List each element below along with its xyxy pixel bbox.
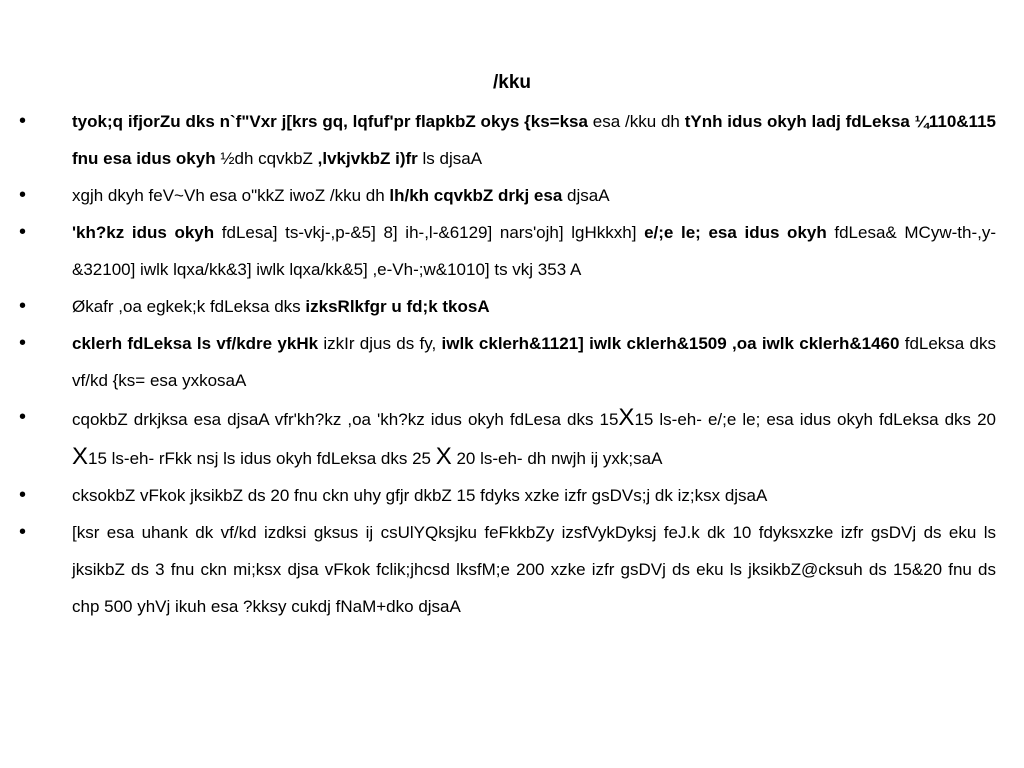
bullet-item [19,399,996,477]
bullet-item [19,177,996,214]
text: 15 ls-eh- e/;e le; esa idus okyh fdLeksa dks 20 [634,410,996,429]
text: cksokbZ vFkok jksikbZ ds 20 fnu ckn uhy gfjr dkbZ 15 fdyks xzke izfr gsDVs;j dk iz;ksx djsaA [72,486,768,505]
text: 15 ls-eh- rFkk nsj ls idus okyh fdLeksa dks 25 [88,449,436,468]
multiply-symbol: X [618,404,635,431]
slide-title: /kku [492,72,532,93]
multiply-symbol: X [435,443,452,470]
bullet-item [19,477,996,514]
bullet-item [19,103,996,177]
bold-text: tYnh idus okyh ladj fdLeksa ¼110&115 fnu esa idus okyh [72,112,996,168]
bold-text: e/;e le; esa idus okyh [644,223,827,242]
text: fdLeksa dks vf/kd {ks= esa yxkosaA [72,334,997,390]
text: Økafr ,oa egkek;k fdLeksa dks [72,297,306,316]
text: izkIr djus ds fy, [318,334,442,353]
bullet-item [19,514,996,625]
bold-text: 'kh?kz idus okyh [72,223,215,242]
multiply-symbol: X [72,443,89,470]
bullet-dot-icon: • [19,521,27,543]
bullet-item [19,325,997,399]
text: cqokbZ drkjksa esa djsaA vfr'kh?kz ,oa 'kh?kz idus okyh fdLesa dks 15 [72,410,619,429]
text: djsaA [562,186,610,205]
bullet-item [19,288,996,325]
text: ls djsaA [417,149,483,168]
text: ½dh cqvkbZ [215,149,318,168]
text: xgjh dkyh feV~Vh esa o"kkZ iwoZ /kku dh [72,186,390,205]
bullet-dot-icon: • [19,184,27,206]
bold-text: ,lvkjvkbZ i)fr [317,149,418,168]
bullet-dot-icon: • [19,221,27,243]
text: 20 ls-eh- dh nwjh ij yxk;saA [451,449,663,468]
text: [ksr esa uhank dk vf/kd izdksi gksus ij csUlYQksjku feFkkbZy izsfVykDyksj feJ.k dk 10 fdyksxzke izfr gsDVj ds eku ls jksikbZ ds 3 fnu ckn mi;ksx djsa vFkok fclik;jhcsd lksfM;e 200 xzke izfr gsDVj ds eku ls jksikbZ@cksuh ds 15&20 fnu ds chp 500 yhVj ikuh esa ?kksy cukdj fNaM+dko djsaA [72,523,996,616]
bullet-dot-icon: • [19,484,27,506]
bullet-dot-icon: • [19,295,27,317]
text: esa /kku dh [587,112,685,131]
bullet-dot-icon: • [19,110,27,132]
bullet-list [19,103,997,625]
bold-text: lh/kh cqvkbZ drkj esa [389,186,563,205]
text: fdLesa& MCyw-th-,y-&32100] iwlk lqxa/kk&3] iwlk lqxa/kk&5] ,e-Vh-;w&1010] ts vkj 353 A [72,223,996,279]
bullet-item [19,214,996,288]
bold-text: izksRlkfgr u fd;k tkosA [305,297,490,316]
bullet-dot-icon: • [19,406,27,428]
bullet-dot-icon: • [19,332,27,354]
bold-text: cklerh fdLeksa ls vf/kdre ykHk [72,334,319,353]
text: fdLesa] ts-vkj-,p-&5] 8] ih-,l-&6129] nars'ojh] lgHkkxh] [214,223,645,242]
bold-text: iwlk cklerh&1121] iwlk cklerh&1509 ,oa iwlk cklerh&1460 [441,334,900,353]
bold-text: tyok;q ifjorZu dks n`f"Vxr j[krs gq, lqfuf'pr flapkbZ okys {ks=ksa [72,112,588,131]
